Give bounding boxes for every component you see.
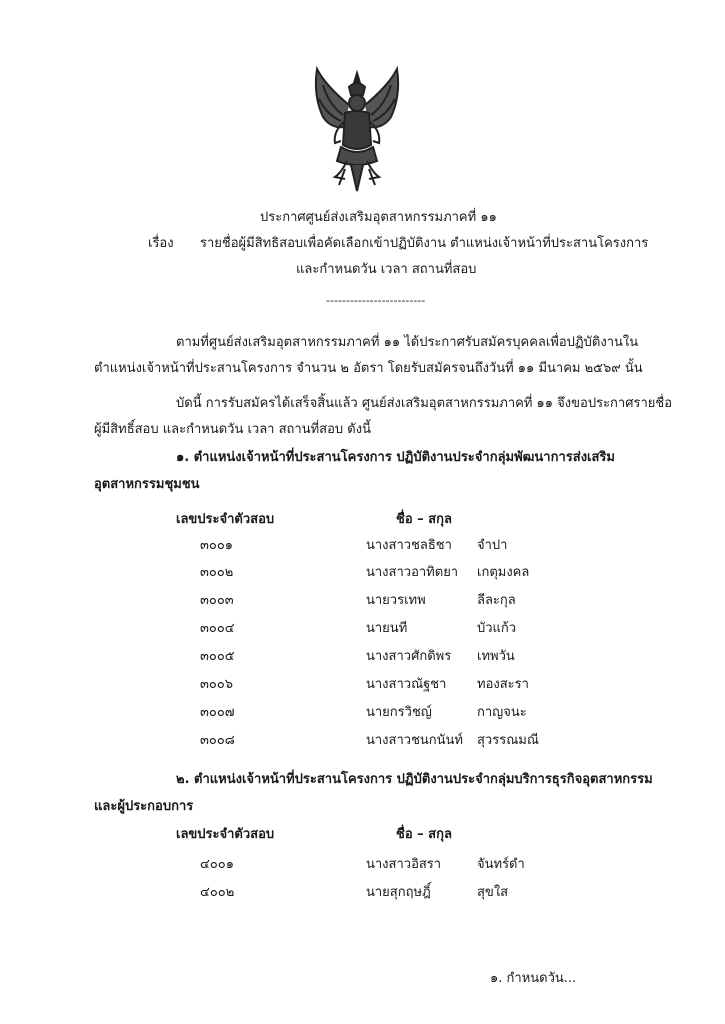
subject-line-1: รายชื่อผู้มีสิทธิสอบเพื่อคัดเลือกเข้าปฏิบัติงาน ตำแหน่งเจ้าหน้าที่ประสานโครงการ bbox=[200, 236, 649, 251]
garuda-emblem bbox=[305, 65, 409, 197]
first-name: นางสาวณัฐชา bbox=[366, 677, 447, 692]
paragraph-2-line-2: ผู้มีสิทธิ์สอบ และกำหนดวัน เวลา สถานที่สอบ ดังนี้ bbox=[94, 422, 371, 437]
last-name: บัวแก้ว bbox=[477, 621, 517, 636]
first-name: นายวรเทพ bbox=[366, 593, 426, 608]
exam-id: ๓๐๐๕ bbox=[200, 649, 235, 664]
first-name: นางสาวศักดิพร bbox=[366, 649, 452, 664]
exam-id: ๓๐๐๗ bbox=[200, 705, 235, 720]
section-2-col-name-header: ชื่อ – สกุล bbox=[396, 827, 452, 842]
section-1-heading-line-1: ๑. ตำแหน่งเจ้าหน้าที่ประสานโครงการ ปฏิบัติงานประจำกลุ่มพัฒนาการส่งเสริม bbox=[176, 450, 615, 465]
section-2-col-id-header: เลขประจำตัวสอบ bbox=[176, 827, 275, 842]
last-name: เกตุมงคล bbox=[477, 565, 530, 580]
subject-line-2: และกำหนดวัน เวลา สถานที่สอบ bbox=[296, 262, 477, 277]
exam-id: ๓๐๐๖ bbox=[200, 677, 234, 692]
section-2-heading-line-1: ๒. ตำแหน่งเจ้าหน้าที่ประสานโครงการ ปฏิบัติงานประจำกลุ่มบริการธุรกิจอุตสาหกรรม bbox=[176, 772, 653, 787]
last-name: กาญจนะ bbox=[477, 705, 527, 720]
first-name: นายกรวิชญ์ bbox=[366, 705, 432, 720]
section-2-heading-line-2: และผู้ประกอบการ bbox=[94, 799, 194, 814]
first-name: นายสุกฤษฎิ์ bbox=[366, 885, 431, 900]
exam-id: ๔๐๐๑ bbox=[200, 857, 234, 872]
last-name: สุวรรณมณี bbox=[477, 733, 539, 748]
last-name: จำปา bbox=[477, 538, 508, 553]
paragraph-1-line-2: ตำแหน่งเจ้าหน้าที่ประสานโครงการ จำนวน ๒ อัตรา โดยรับสมัครจนถึงวันที่ ๑๑ มีนาคม ๒๕๖๙ นั้น bbox=[94, 361, 643, 376]
paragraph-2-line-1: บัดนี้ การรับสมัครได้เสร็จสิ้นแล้ว ศูนย์ส่งเสริมอุตสาหกรรมภาคที่ ๑๑ จึงขอประกาศรายชื่อ bbox=[176, 396, 672, 411]
exam-id: ๓๐๐๔ bbox=[200, 621, 235, 636]
last-name: สุขใส bbox=[477, 885, 509, 900]
page-continuation: ๑. กำหนดวัน... bbox=[490, 971, 577, 986]
exam-id: ๓๐๐๒ bbox=[200, 565, 234, 580]
last-name: ลีละกุล bbox=[477, 593, 516, 608]
first-name: นายนที bbox=[366, 621, 408, 636]
exam-id: ๓๐๐๑ bbox=[200, 538, 234, 553]
first-name: นางสาวชนกนันท์ bbox=[366, 733, 463, 748]
exam-id: ๓๐๐๓ bbox=[200, 593, 234, 608]
last-name: ทองสะรา bbox=[477, 677, 529, 692]
section-1-col-id-header: เลขประจำตัวสอบ bbox=[176, 512, 275, 527]
last-name: เทพวัน bbox=[477, 649, 515, 664]
section-1-heading-line-2: อุตสาหกรรมชุมชน bbox=[94, 477, 200, 492]
first-name: นางสาวอิสรา bbox=[366, 857, 442, 872]
header-divider: ------------------------- bbox=[326, 294, 426, 307]
exam-id: ๔๐๐๒ bbox=[200, 885, 235, 900]
exam-id: ๓๐๐๘ bbox=[200, 733, 235, 748]
section-1-col-name-header: ชื่อ – สกุล bbox=[396, 512, 452, 527]
last-name: จันทร์ดำ bbox=[477, 857, 525, 872]
paragraph-1-line-1: ตามที่ศูนย์ส่งเสริมอุตสาหกรรมภาคที่ ๑๑ ได้ประกาศรับสมัครบุคคลเพื่อปฏิบัติงานใน bbox=[176, 335, 639, 350]
subject-label: เรื่อง bbox=[148, 236, 174, 251]
first-name: นางสาวชลธิชา bbox=[366, 538, 452, 553]
announcement-title: ประกาศศูนย์ส่งเสริมอุตสาหกรรมภาคที่ ๑๑ bbox=[260, 210, 497, 225]
first-name: นางสาวอาทิตยา bbox=[366, 565, 459, 580]
